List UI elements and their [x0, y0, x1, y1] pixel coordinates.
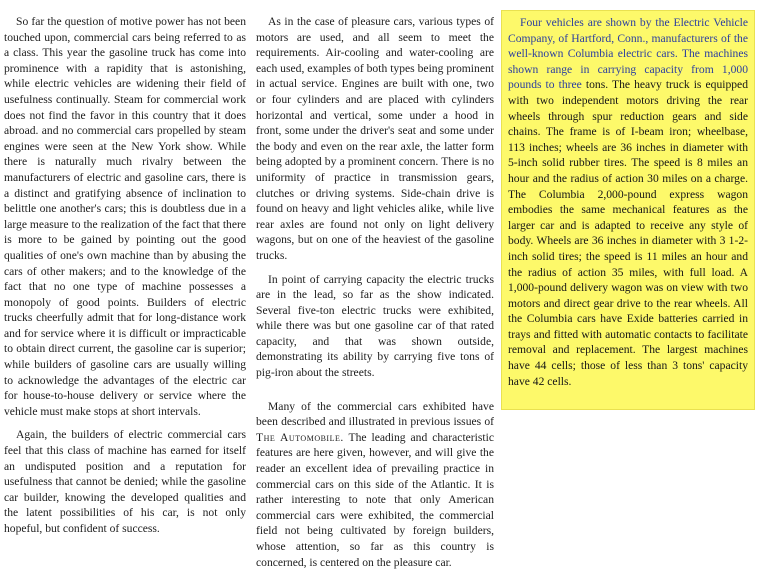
text-column-left [4, 14, 246, 545]
paragraph-electric-builders: Again, the builders of electric commercial cars feel that this class of machine has earned for itself an undisputed position and a reputation for usefulness that cannot be denied; while the gasoline car builder, knowing the developed qualities and the latent possibilities of his car, is not only hopeful, but confident of success. [4, 428, 246, 535]
highlighted-text [508, 15, 748, 389]
highlighted-text-details: tons. The heavy truck is equipped with two independent motors driving the rear wheels through spur reduction gears and side chains. The frame is of I-beam iron; wheelbase, 113 inches; wheels are 36 inches in diameter with 5-inch solid rubber tires. The speed is 8 miles an hour and the radius of action 30 miles on a charge. The Columbia 2,000-pound express wagon embodies the same mechanical features as the larger car and is adapted to receive any style of body. Wheels are 36 inches in diameter with 3 1-2-inch solid tires; the speed is 11 miles an hour and the radius of action 35 miles, with full load. A 1,000-pound delivery wagon was on view with two motors and direct gear drive to the rear wheels. All the Columbia cars have Exide batteries carried in trays and fitted with automatic contacts to facilitate removal and replacement. The largest machines have 44 cells; those of less than 3 tons' capacity have 42 cells. [508, 78, 749, 388]
paragraph-motive-power: So far the question of motive power has not been touched upon, commercial cars being referred to as a class. This year the gasoline truck has come into prominence with a rapidity that is astonishing, while electric vehicles are widening their field of usefulness continually. Steam for commercial work does not find the favor in this country that it does abroad. and no commercial cars propelled by steam engines were seen at the New York show. While there is naturally much rivalry between the manufacturers of electric and gasoline cars, there is a distinct and gratifying absence of inclination to belittle one another's cars; this is doubtless due in a large measure to the realization of the fact that there is more to be gained by pointing out the good qualities of one's own machine than by abusing the cars of other makers; and to the knowledge of the fact that no one type of machine possesses a monopoly of good points. Builders of electric trucks cheerfully admit that for long-distance work and for service where it is difficult or impracticable to obtain direct current, the gasoline car is superior; while builders of gasoline cars are usually willing to acknowledge the advantages of the electric car for house-to-house delivery or service where the vehicle must make stops at short intervals. [4, 15, 246, 418]
paragraph-exhibited-cars-end: The leading and characteristic features are here given, however, and will give the reader an excellent idea of prevailing practice in commercial cars on this side of the Atlantic. It is rather interesting to note that only American commercial cars were exhibited, the commercial field not being cultivated by foreign builders, whose attention, so far as this country is concerned, is centered on the pleasure car. [256, 430, 494, 569]
paragraph-spacer [256, 389, 494, 399]
paragraph-carrying-capacity: In point of carrying capacity the electric trucks are in the lead, so far as the show indicated. Several five-ton electric trucks were exhibited, while there was but one gasoline car of that rated capacity, and that was shown outside, demonstrating its ability by carrying five tons of pig-iron about the streets. [256, 272, 494, 380]
text-column-middle [256, 14, 494, 578]
highlighted-text-intro: Four vehicles are shown by the Electric Vehicle Company, of Hartford, Conn., manufacturers of the well-known Columbia electric cars. The machines shown range in carrying capacity from 1,000 pounds to three [508, 16, 748, 92]
paragraph-exhibited-cars [256, 399, 494, 571]
paragraph-exhibited-cars-start: Many of the commercial cars exhibited have been described and illustrated in previous issues of [256, 399, 494, 429]
publication-name: The Automobile. [256, 430, 344, 444]
paragraph-motor-types: As in the case of pleasure cars, various types of motors are used, and all seem to meet the requirements. Air-cooling and water-cooling are each used, examples of both types being prominent in actual service. Engines are built with one, two or four cylinders and are placed with cylinders horizontal and vertical, some under a hood in front, some under the driver's seat and some under the body and even on the rear axle, the latter form being adopted by a prominent concern. There is no uniformity of practice in transmission gears, clutches or driving systems. Side-chain drive is found on heavy and light vehicles alike, while live rear axles are found not only on light delivery wagons, but on one of the heaviest of the gasoline trucks. [256, 15, 494, 262]
highlighted-passage [501, 10, 755, 410]
